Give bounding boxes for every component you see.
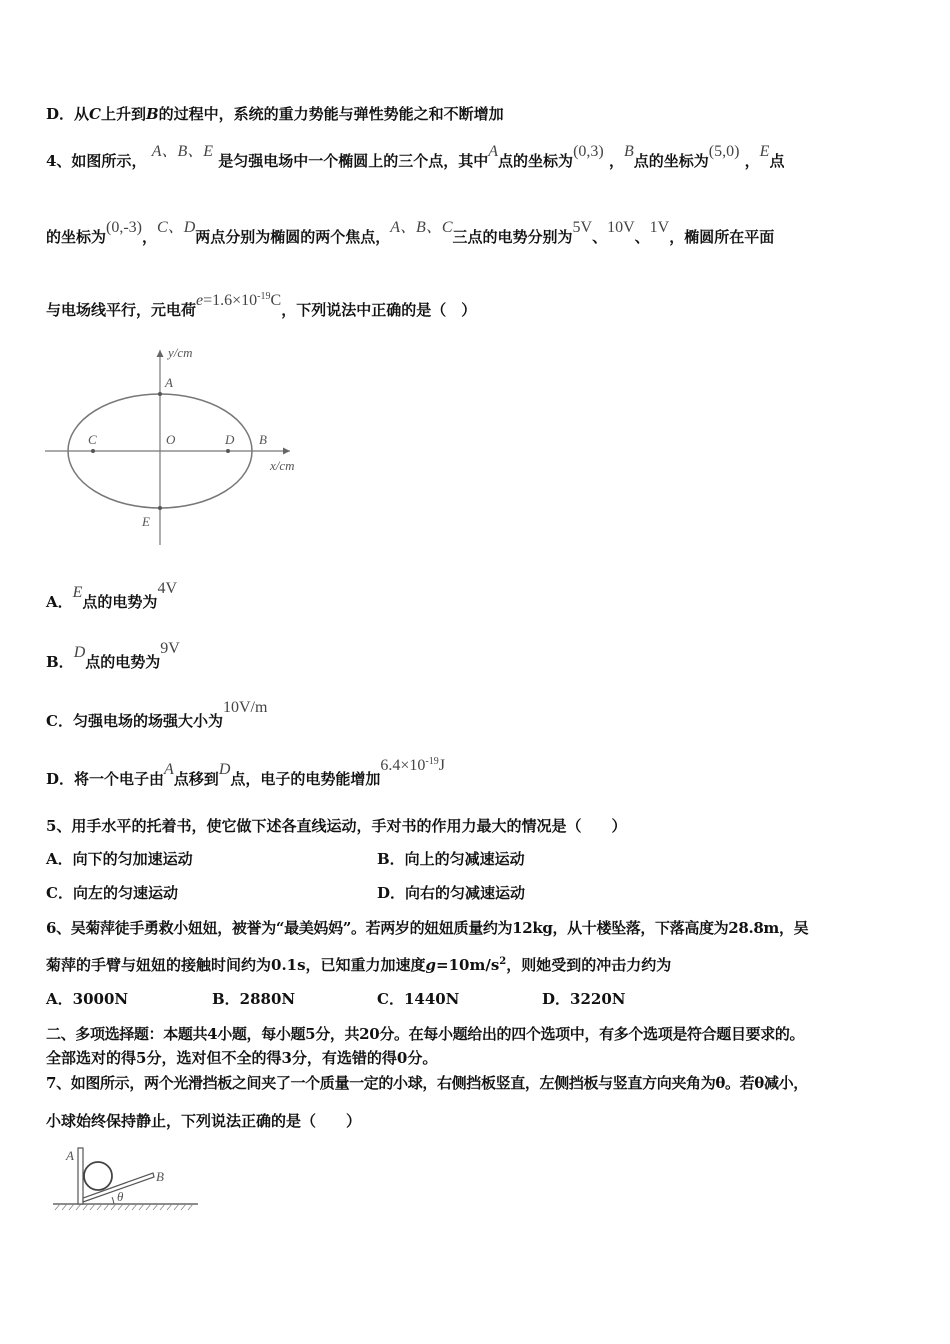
point-b-label: B xyxy=(259,432,267,447)
point-d-label: D xyxy=(225,432,235,447)
q5-option-c: C．向左的匀速运动 xyxy=(46,884,178,902)
point-c-dot xyxy=(91,449,95,453)
section2-heading-line2: 全部选对的得5分，选对但不全的得3分，有选错的得0分。 xyxy=(46,1049,438,1067)
q5-stem: 5、用手水平的托着书，使它做下述各直线运动，手对书的作用力最大的情况是（ ） xyxy=(46,817,627,835)
q4-stem-line3: 与电场线平行，元电荷$e=1.6\times 10^{-19}C$，下列说法中正确的是（ ） xyxy=(46,291,477,319)
q4-option-d: D．将一个电子由A点移到D点，电子的电势能增加$6.4\times 10^{-19}J$ xyxy=(46,756,445,788)
ground-hatching xyxy=(55,1204,193,1210)
point-o-label: O xyxy=(166,432,176,447)
q7-figure xyxy=(50,1140,210,1220)
point-a-label: A xyxy=(165,375,173,390)
q6-option-d: D．3220N xyxy=(542,990,626,1008)
q5-option-d: D．向右的匀减速运动 xyxy=(377,884,526,902)
q6-stem-line2: 菊萍的手臂与妞妞的接触时间约为0.1s，已知重力加速度$g=10m/s^2$，则她受到的冲击力约为 xyxy=(46,956,672,974)
q4-option-a: A．E点的电势为4V xyxy=(46,580,177,611)
q4-option-c: C．匀强电场的场强大小为10V/m xyxy=(46,699,268,730)
q4-stem-line1: 4、如图所示， A、B、E 是匀强电场中一个椭圆上的三个点，其中A点的坐标为(0,3) ，B点的坐标为(5,0) ，E点 xyxy=(46,143,785,170)
q4-stem-line2: 的坐标为(0,-3)，C、D两点分别为椭圆的两个焦点，A、B、C三点的电势分别为5V、10V、1V，椭圆所在平面 xyxy=(46,219,775,246)
q6-option-a: A．3000N xyxy=(46,990,129,1008)
q3-option-d: D．从C上升到B的过程中，系统的重力势能与弹性势能之和不断增加 xyxy=(46,105,504,123)
q7-stem-line2: 小球始终保持静止，下列说法正确的是（ ） xyxy=(46,1112,362,1130)
label-theta: θ xyxy=(117,1189,124,1204)
q6-stem-line1: 6、吴菊萍徒手勇救小妞妞，被誉为“最美妈妈”。若两岁的妞妞质量约为12kg，从十楼坠落，下落高度为28.8m，吴 xyxy=(46,919,809,937)
point-c-label: C xyxy=(88,432,97,447)
point-e-label: E xyxy=(142,514,150,529)
angle-arc xyxy=(112,1197,114,1204)
q4-option-b: B．D点的电势为9V xyxy=(46,640,180,671)
point-a-dot xyxy=(158,392,162,396)
point-d-dot xyxy=(226,449,230,453)
q5-option-b: B．向上的匀减速运动 xyxy=(377,850,525,868)
q6-option-b: B．2880N xyxy=(212,990,296,1008)
q7-stem-line1: 7、如图所示，两个光滑挡板之间夹了一个质量一定的小球，右侧挡板竖直，左侧挡板与竖直方向夹角为θ。若θ减小， xyxy=(46,1074,808,1092)
label-a: A xyxy=(66,1148,74,1163)
point-e-dot xyxy=(158,506,162,510)
q5-option-a: A．向下的匀加速运动 xyxy=(46,850,193,868)
y-axis-label: y/cm xyxy=(168,345,193,360)
q6-option-c: C．1440N xyxy=(377,990,460,1008)
label-b: B xyxy=(156,1169,164,1184)
vertical-board-a xyxy=(78,1148,83,1204)
ellipse-figure xyxy=(40,340,320,550)
section2-heading-line1: 二、多项选择题：本题共4小题，每小题5分，共20分。在每小题给出的四个选项中，有多个选项是符合题目要求的。 xyxy=(46,1025,805,1043)
ball xyxy=(84,1162,112,1190)
x-axis-label: x/cm xyxy=(270,458,295,473)
